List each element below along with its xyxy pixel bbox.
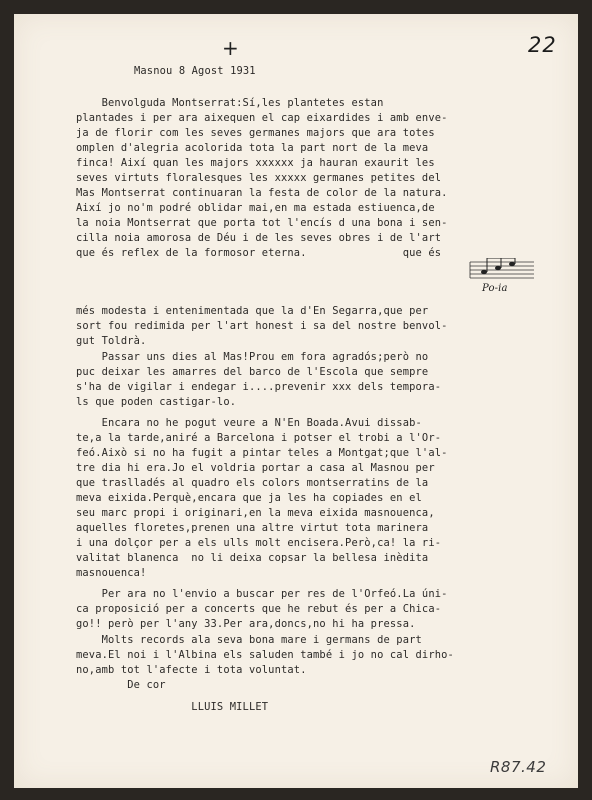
- letter-line: masnouenca!: [76, 567, 147, 579]
- letter-line: seves virtuts floralesques les xxxxx germanes petites del: [76, 172, 442, 184]
- letter-line: te,a la tarde,aniré a Barcelona i potser el trobi a l'Or-: [76, 432, 442, 444]
- letter-line: i una dolçor per a els ulls molt encisera.Però,ca! la ri-: [76, 537, 442, 549]
- letter-page: [14, 14, 578, 788]
- letter-line: més modesta i entenimentada que la d'En Segarra,que per: [76, 305, 429, 317]
- letter-line: aquelles floretes,prenen una altre virtut tota marinera: [76, 522, 429, 534]
- letter-line: Benvolguda Montserrat:Sí,les plantetes estan: [76, 97, 384, 109]
- letter-line: ja de florir com les seves germanes majors que ara totes: [76, 127, 435, 139]
- letter-line: finca! Així quan les majors xxxxxx ja hauran exaurit les: [76, 157, 435, 169]
- letter-line: Passar uns dies al Mas!Prou em fora agradós;però no: [76, 351, 429, 363]
- letter-line: Així jo no'm podré oblidar mai,en ma estada estiuenca,de: [76, 202, 435, 214]
- cross-mark: +: [222, 36, 239, 60]
- letter-signature: LLUIS MILLET: [76, 701, 269, 713]
- letter-line: cilla noia amorosa de Déu i de les seves obres i de l'art: [76, 232, 442, 244]
- letter-line: que és reflex de la formosor eterna. que és: [76, 247, 442, 259]
- letter-line: s'ha de vigilar i endegar i....prevenir xxx dels tempora-: [76, 381, 442, 393]
- letter-line: plantades i per ara aixequen el cap eixardides i amb enve-: [76, 112, 448, 124]
- letter-line: meva eixida.Perquè,encara que ja les ha copiades en el: [76, 492, 422, 504]
- letter-line: feó.Això si no ha fugit a pintar teles a Montgat;que l'al-: [76, 447, 448, 459]
- letter-line: tre dia hi era.Jo el voldria portar a casa al Masnou per: [76, 462, 435, 474]
- letter-line: Molts records ala seva bona mare i germans de part: [76, 634, 422, 646]
- letter-date: Masnou 8 Agost 1931: [134, 65, 256, 77]
- letter-line: puc deixar les amarres del barco de l'Escola que sempre: [76, 366, 429, 378]
- letter-line: no,amb tot l'afecte i tota voluntat.: [76, 664, 307, 676]
- music-staff-icon: [468, 258, 538, 298]
- letter-line: que traslladés al quadro els colors montserratins de la: [76, 477, 429, 489]
- letter-line: Per ara no l'envio a buscar per res de l'Orfeó.La úni-: [76, 588, 448, 600]
- letter-line: sort fou redimida per l'art honest i sa del nostre benvol-: [76, 320, 448, 332]
- letter-line: go!! però per l'any 33.Per ara,doncs,no hi ha pressa.: [76, 618, 416, 630]
- letter-line: Mas Montserrat continuaran la festa de color de la natura.: [76, 187, 448, 199]
- letter-line: gut Toldrà.: [76, 335, 147, 347]
- letter-line: meva.El noi i l'Albina els saluden també i jo no cal dirho-: [76, 649, 454, 661]
- page-number: 22: [528, 33, 557, 57]
- letter-line: valitat blanenca no li deixa copsar la bellesa inèdita: [76, 552, 429, 564]
- letter-line: seu marc propi i originari,en la meva eixida masnouenca,: [76, 507, 435, 519]
- letter-line: Encara no he pogut veure a N'En Boada.Avui dissab-: [76, 417, 422, 429]
- shelfmark: R87.42: [490, 758, 547, 776]
- music-lyric: Po-ia: [482, 283, 508, 294]
- letter-line: omplen d'alegria acolorida tota la part nort de la meva: [76, 142, 429, 154]
- letter-closing: De cor: [76, 679, 166, 691]
- letter-line: ca proposició per a concerts que he rebut és per a Chica-: [76, 603, 442, 615]
- letter-line: la noia Montserrat que porta tot l'encís d una bona i sen-: [76, 217, 448, 229]
- letter-line: ls que poden castigar-lo.: [76, 396, 237, 408]
